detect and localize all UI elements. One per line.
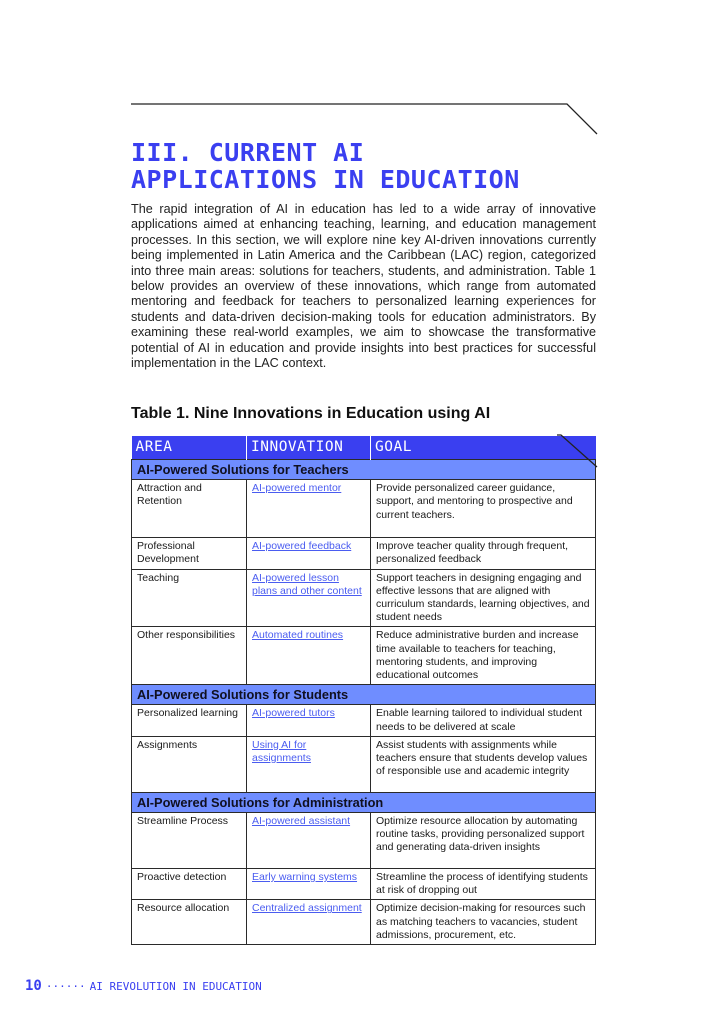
table-row [132, 538, 596, 569]
table-row [132, 480, 596, 538]
section-title-line1: III. CURRENT AI [131, 138, 365, 167]
area-cell: Resource allocation [132, 900, 247, 945]
goal-cell: Support teachers in designing engaging and effective lessons that are aligned with curriculum standards, learning objectives, and student needs [371, 569, 596, 627]
running-title: AI REVOLUTION IN EDUCATION [89, 979, 262, 993]
innovation-link[interactable]: Using AI for assignments [247, 736, 371, 792]
footer-dots: ······ [45, 979, 86, 993]
table-row [132, 813, 596, 869]
table-row [132, 627, 596, 685]
table-row [132, 869, 596, 900]
section-title: AI-Powered Solutions for Administration [132, 792, 596, 812]
header-innovation: INNOVATION [247, 436, 371, 460]
section-title-line2: APPLICATIONS IN EDUCATION [131, 165, 520, 194]
goal-cell: Improve teacher quality through frequent, personalized feedback [371, 538, 596, 569]
page-number: 10 [25, 978, 42, 994]
table-header-row [132, 436, 596, 460]
area-cell: Personalized learning [132, 705, 247, 736]
section-row [132, 460, 596, 480]
table-body [132, 460, 596, 945]
innovation-link[interactable]: Centralized assignment [247, 900, 371, 945]
section-row [132, 792, 596, 812]
goal-cell: Reduce administrative burden and increase time available to teachers for teaching, mentoring students, and improving educational outcomes [371, 627, 596, 685]
innovation-link[interactable]: AI-powered lesson plans and other content [247, 569, 371, 627]
innovation-link[interactable]: Early warning systems [247, 869, 371, 900]
table-row [132, 705, 596, 736]
header-rule [0, 0, 724, 140]
section-title: AI-Powered Solutions for Teachers [132, 460, 596, 480]
section-title: AI-Powered Solutions for Students [132, 685, 596, 705]
goal-cell: Streamline the process of identifying students at risk of dropping out [371, 869, 596, 900]
goal-cell: Provide personalized career guidance, support, and mentoring to prospective and current teachers. [371, 480, 596, 538]
goal-cell: Optimize resource allocation by automating routine tasks, providing personalized support and generating data-driven insights [371, 813, 596, 869]
goal-cell: Assist students with assignments while teachers ensure that students develop values of responsible use and academic integrity [371, 736, 596, 792]
header-goal: GOAL [371, 436, 596, 460]
intro-paragraph: The rapid integration of AI in education has led to a wide array of innovative applications aimed at enhancing teaching, learning, and education management processes. In this section, we will explore nine key AI-driven innovations currently being implemented in Latin America and the Caribbean (LAC) region, categorized into three main areas: solutions for teachers, students, and administration. Table 1 below provides an overview of these innovations, which range from automated mentoring and feedback for teachers to personalized learning experiences for students and data-driven decision-making tools for education administrators. By examining these real-world examples, we aim to showcase the transformative potential of AI in education and provide insights into best practices for successful implementation in the LAC context. [131, 202, 596, 371]
table-corner-accent [557, 433, 601, 471]
innovation-link[interactable]: AI-powered feedback [247, 538, 371, 569]
table-row [132, 736, 596, 792]
area-cell: Streamline Process [132, 813, 247, 869]
innovation-link[interactable]: AI-powered tutors [247, 705, 371, 736]
table-caption: Table 1. Nine Innovations in Education using AI [131, 405, 491, 422]
section-title [131, 139, 611, 193]
area-cell: Other responsibilities [132, 627, 247, 685]
innovations-table [131, 436, 596, 945]
innovation-link[interactable]: Automated routines [247, 627, 371, 685]
goal-cell: Enable learning tailored to individual student needs to be delivered at scale [371, 705, 596, 736]
area-cell: Teaching [132, 569, 247, 627]
area-cell: Assignments [132, 736, 247, 792]
page-footer [25, 978, 262, 994]
table-row [132, 569, 596, 627]
area-cell: Professional Development [132, 538, 247, 569]
area-cell: Attraction and Retention [132, 480, 247, 538]
goal-cell: Optimize decision-making for resources such as matching teachers to vacancies, student admissions, procurement, etc. [371, 900, 596, 945]
area-cell: Proactive detection [132, 869, 247, 900]
section-row [132, 685, 596, 705]
table-row [132, 900, 596, 945]
innovation-link[interactable]: AI-powered assistant [247, 813, 371, 869]
innovations-table-wrapper [131, 436, 596, 945]
innovation-link[interactable]: AI-powered mentor [247, 480, 371, 538]
header-area: AREA [132, 436, 247, 460]
